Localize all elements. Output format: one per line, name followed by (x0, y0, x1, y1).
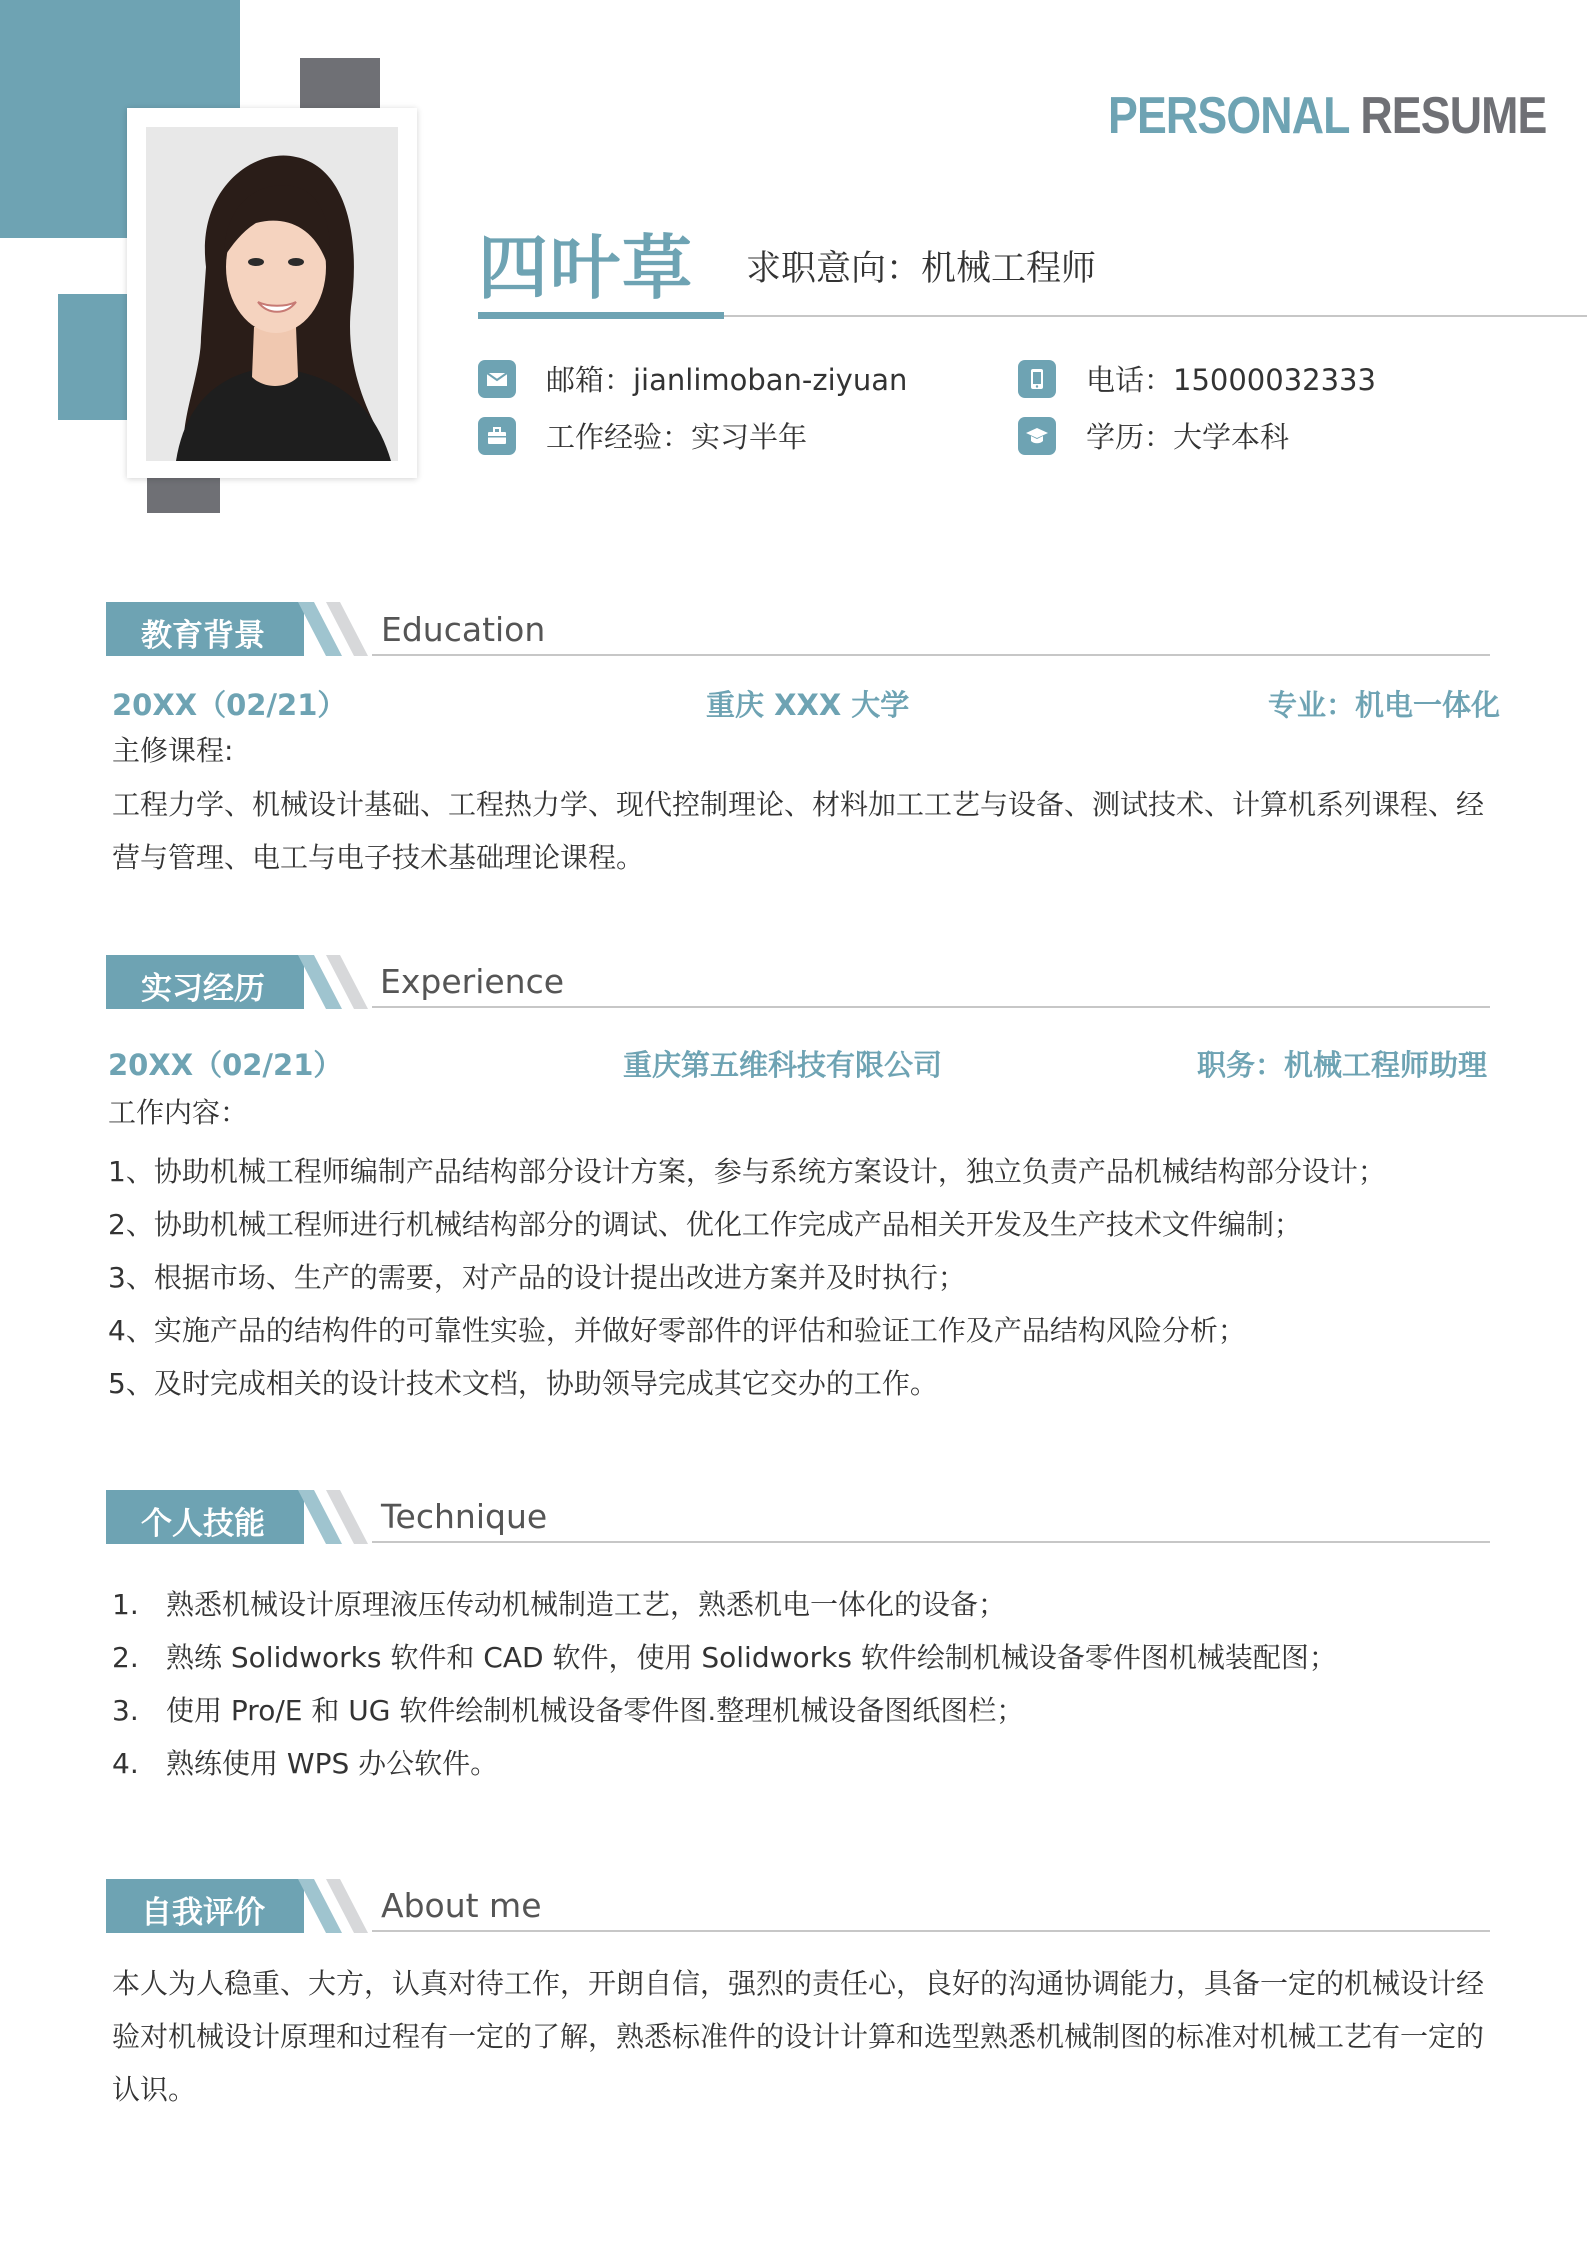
education-school: 重庆 XXX 大学 (706, 688, 910, 722)
work-item: 3、根据市场、生产的需要，对产品的设计提出改进方案并及时执行； (108, 1261, 966, 1294)
contact-education (1018, 415, 1289, 456)
job-intent: 求职意向：机械工程师 (746, 249, 1097, 289)
phone-icon (1018, 360, 1056, 398)
section-divider (372, 1541, 1490, 1543)
contact-phone (1018, 358, 1376, 399)
section-tab-education (106, 602, 376, 656)
skill-text: 熟练 Solidworks 软件和 CAD 软件，使用 Solidworks 软件绘制机械设备零件图机械装配图； (166, 1641, 1337, 1674)
graduation-cap-icon (1018, 417, 1056, 455)
section-title-cn: 个人技能 (141, 1506, 265, 1542)
skill-item (112, 1583, 1006, 1623)
name-underline (478, 312, 724, 319)
person-name: 四叶草 (478, 227, 694, 309)
courses-label: 主修课程: (112, 734, 234, 767)
experience-date: 20XX（02/21） (108, 1048, 343, 1082)
section-title-en: Education (381, 610, 546, 649)
about-line-3: 认识。 (112, 2073, 197, 2106)
section-title-en: Experience (380, 962, 565, 1001)
contact-education-text: 学历：大学本科 (1086, 420, 1290, 454)
work-content-label: 工作内容： (108, 1096, 249, 1129)
about-line-2: 验对机械设计原理和过程有一定的了解，熟悉标准件的设计计算和选型熟悉机械制图的标准对机械工艺有一定的 (112, 2020, 1485, 2053)
brand-part1: PERSONAL (1108, 87, 1349, 145)
work-item: 2、协助机械工程师进行机械结构部分的调试、优化工作完成产品相关开发及生产技术文件编制； (108, 1208, 1302, 1241)
courses-line-1: 工程力学、机械设计基础、工程热力学、现代控制理论、材料加工工艺与设备、测试技术、计算机系列课程、经 (112, 788, 1485, 821)
skill-number: 2. (112, 1641, 139, 1674)
section-tab-experience (106, 955, 376, 1009)
contact-email (478, 358, 907, 399)
skill-item (112, 1742, 498, 1782)
mail-icon (478, 360, 516, 398)
about-line-1: 本人为人稳重、大方，认真对待工作，开朗自信，强烈的责任心，良好的沟通协调能力，具备一定的机械设计经 (112, 1967, 1485, 2000)
briefcase-icon (478, 417, 516, 455)
contact-experience-text: 工作经验：实习半年 (546, 420, 808, 454)
contact-phone-text: 电话：15000032333 (1086, 363, 1376, 397)
section-tab-about (106, 1879, 376, 1933)
skill-item (112, 1689, 1024, 1729)
courses-line-2: 营与管理、电工与电子技术基础理论课程。 (112, 841, 645, 874)
brand-title (1108, 86, 1547, 146)
section-title-cn: 自我评价 (141, 1895, 265, 1931)
skill-number: 3. (112, 1694, 139, 1727)
section-divider (372, 1930, 1490, 1932)
profile-photo (146, 127, 398, 461)
section-title-cn: 教育背景 (141, 618, 265, 654)
work-item: 5、及时完成相关的设计技术文档，协助领导完成其它交办的工作。 (108, 1367, 938, 1400)
decorative-block-gray-bottom (147, 475, 220, 513)
contact-experience (478, 415, 807, 456)
education-date: 20XX（02/21） (112, 688, 347, 722)
skill-text: 熟练使用 WPS 办公软件。 (166, 1747, 499, 1780)
section-title-en: Technique (381, 1497, 548, 1536)
skill-text: 使用 Pro/E 和 UG 软件绘制机械设备零件图.整理机械设备图纸图栏； (166, 1694, 1025, 1727)
section-divider (372, 1006, 1490, 1008)
education-major: 专业：机电一体化 (1268, 688, 1501, 722)
skill-number: 1. (112, 1588, 139, 1621)
section-title-en: About me (381, 1886, 542, 1925)
work-item: 4、实施产品的结构件的可靠性实验，并做好零部件的评估和验证工作及产品结构风险分析； (108, 1314, 1246, 1347)
experience-company: 重庆第五维科技有限公司 (623, 1048, 943, 1082)
skill-text: 熟悉机械设计原理液压传动机械制造工艺，熟悉机电一体化的设备； (166, 1588, 1007, 1621)
work-item: 1、协助机械工程师编制产品结构部分设计方案，参与系统方案设计，独立负责产品机械结构部分设计； (108, 1155, 1386, 1188)
section-divider (372, 654, 1490, 656)
section-tab-skills (106, 1490, 376, 1544)
skill-item (112, 1636, 1337, 1676)
brand-part2: RESUME (1360, 87, 1547, 145)
contact-email-text: 邮箱：jianlimoban-ziyuan (546, 363, 908, 397)
profile-photo-frame (127, 108, 417, 478)
skill-number: 4. (112, 1747, 139, 1780)
section-title-cn: 实习经历 (141, 971, 265, 1007)
experience-position: 职务：机械工程师助理 (1197, 1048, 1488, 1082)
